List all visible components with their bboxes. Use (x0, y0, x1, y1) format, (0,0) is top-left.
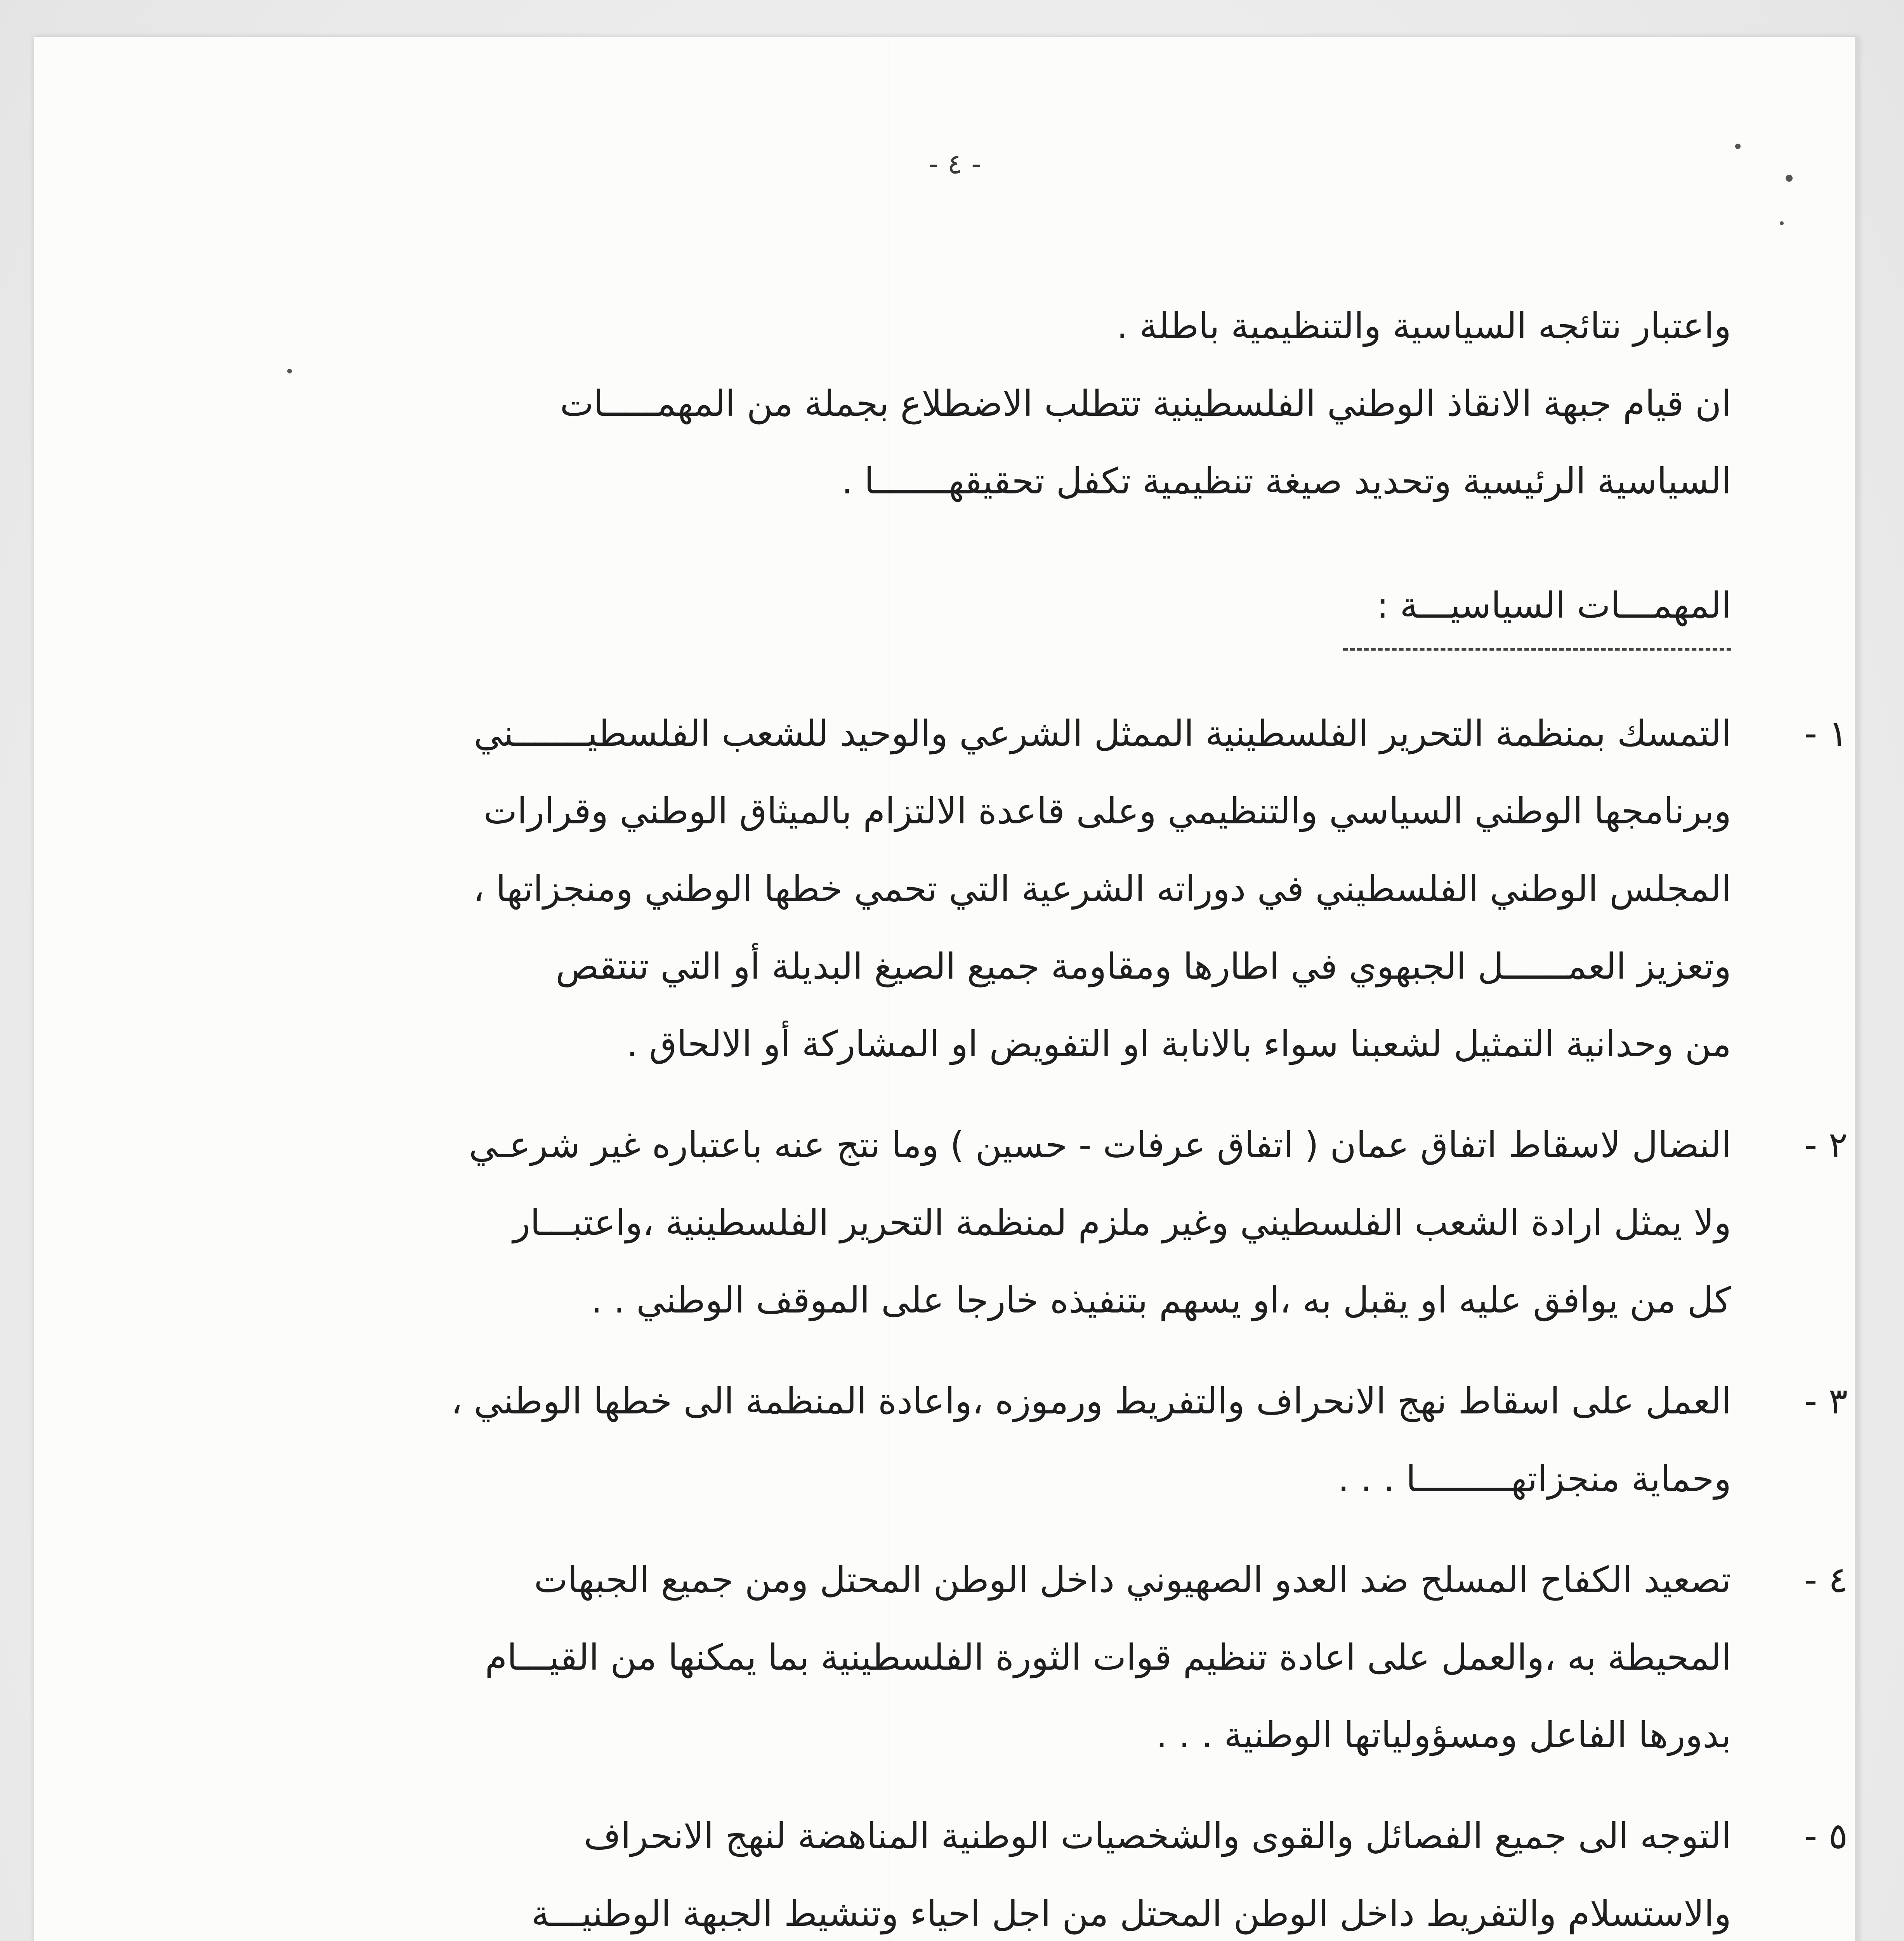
item-number: ١ - (1804, 713, 1848, 754)
item-number: ٤ - (1804, 1559, 1848, 1601)
list-item (264, 1363, 1848, 1518)
item-line: من وحدانية التمثيل لشعبنا سواء بالانابة او التفويض او المشاركة أو الالحاق . (626, 1023, 1731, 1065)
paper-speck (1786, 175, 1793, 182)
list-item (264, 1797, 1848, 1941)
item-line: وحماية منجزاتهـــــــــا . . . (1338, 1458, 1731, 1500)
item-line: التوجه الى جميع الفصائل والقوى والشخصيات الوطنية المناهضة لنهج الانحراف (584, 1815, 1731, 1857)
intro-paragraph (264, 287, 1731, 520)
item-number: ٣ - (1804, 1380, 1848, 1422)
item-line: تصعيد الكفاح المسلح ضد العدو الصهيوني داخل الوطن المحتل ومن جميع الجبهات (534, 1559, 1731, 1601)
item-number: ٥ - (1804, 1815, 1848, 1857)
item-line: العمل على اسقاط نهج الانحراف والتفريط ورموزه ،واعادة المنظمة الى خطها الوطني ، (451, 1380, 1731, 1422)
item-line: وبرنامجها الوطني السياسي والتنظيمي وعلى قاعدة الالتزام بالميثاق الوطني وقرارات (483, 790, 1731, 832)
item-number: ٢ - (1804, 1124, 1848, 1166)
paper-speck (1735, 144, 1741, 149)
item-line: وتعزيز العمــــــل الجبهوي في اطارها ومقاومة جميع الصيغ البديلة أو التي تنتقص (555, 946, 1731, 987)
item-line: المجلس الوطني الفلسطيني في دوراته الشرعية التي تحمي خطها الوطني ومنجزاتها ، (473, 868, 1731, 910)
item-line: المحيطة به ،والعمل على اعادة تنظيم قوات الثورة الفلسطينية بما يمكنها من القيـــام (485, 1637, 1731, 1678)
paper-speck (1780, 221, 1784, 225)
list-item (264, 1541, 1848, 1774)
page-number: - ٤ - (928, 148, 982, 180)
item-line: التمسك بمنظمة التحرير الفلسطينية الممثل الشرعي والوحيد للشعب الفلسطيـــــــني (474, 713, 1731, 754)
item-line: بدورها الفاعل ومسؤولياتها الوطنية . . . (1156, 1714, 1731, 1756)
intro-line: ان قيام جبهة الانقاذ الوطني الفلسطينية تتطلب الاضطلاع بجملة من المهمـــــات (560, 383, 1731, 424)
intro-line: واعتبار نتائجه السياسية والتنظيمية باطلة . (1116, 305, 1731, 347)
document-body (264, 287, 1848, 1941)
section-heading: المهمـــات السياسيـــة : (1376, 585, 1731, 626)
intro-line: السياسية الرئيسية وتحديد صيغة تنظيمية تكفل تحقيقهـــــــا . (841, 460, 1731, 502)
heading-underline (264, 644, 1731, 672)
item-line: النضال لاسقاط اتفاق عمان ( اتفاق عرفات - حسين ) وما نتج عنه باعتباره غير شرعـي (469, 1124, 1731, 1166)
list-item (264, 1106, 1848, 1339)
item-line: ولا يمثل ارادة الشعب الفلسطيني وغير ملزم لمنظمة التحرير الفلسطينية ،واعتبـــار (513, 1202, 1731, 1243)
item-line: والاستسلام والتفريط داخل الوطن المحتل من اجل احياء وتنشيط الجبهة الوطنيـــة (531, 1893, 1731, 1934)
item-line: كل من يوافق عليه او يقبل به ،او يسهم بتنفيذه خارجا على الموقف الوطني . . (591, 1280, 1731, 1321)
list-item (264, 695, 1848, 1083)
